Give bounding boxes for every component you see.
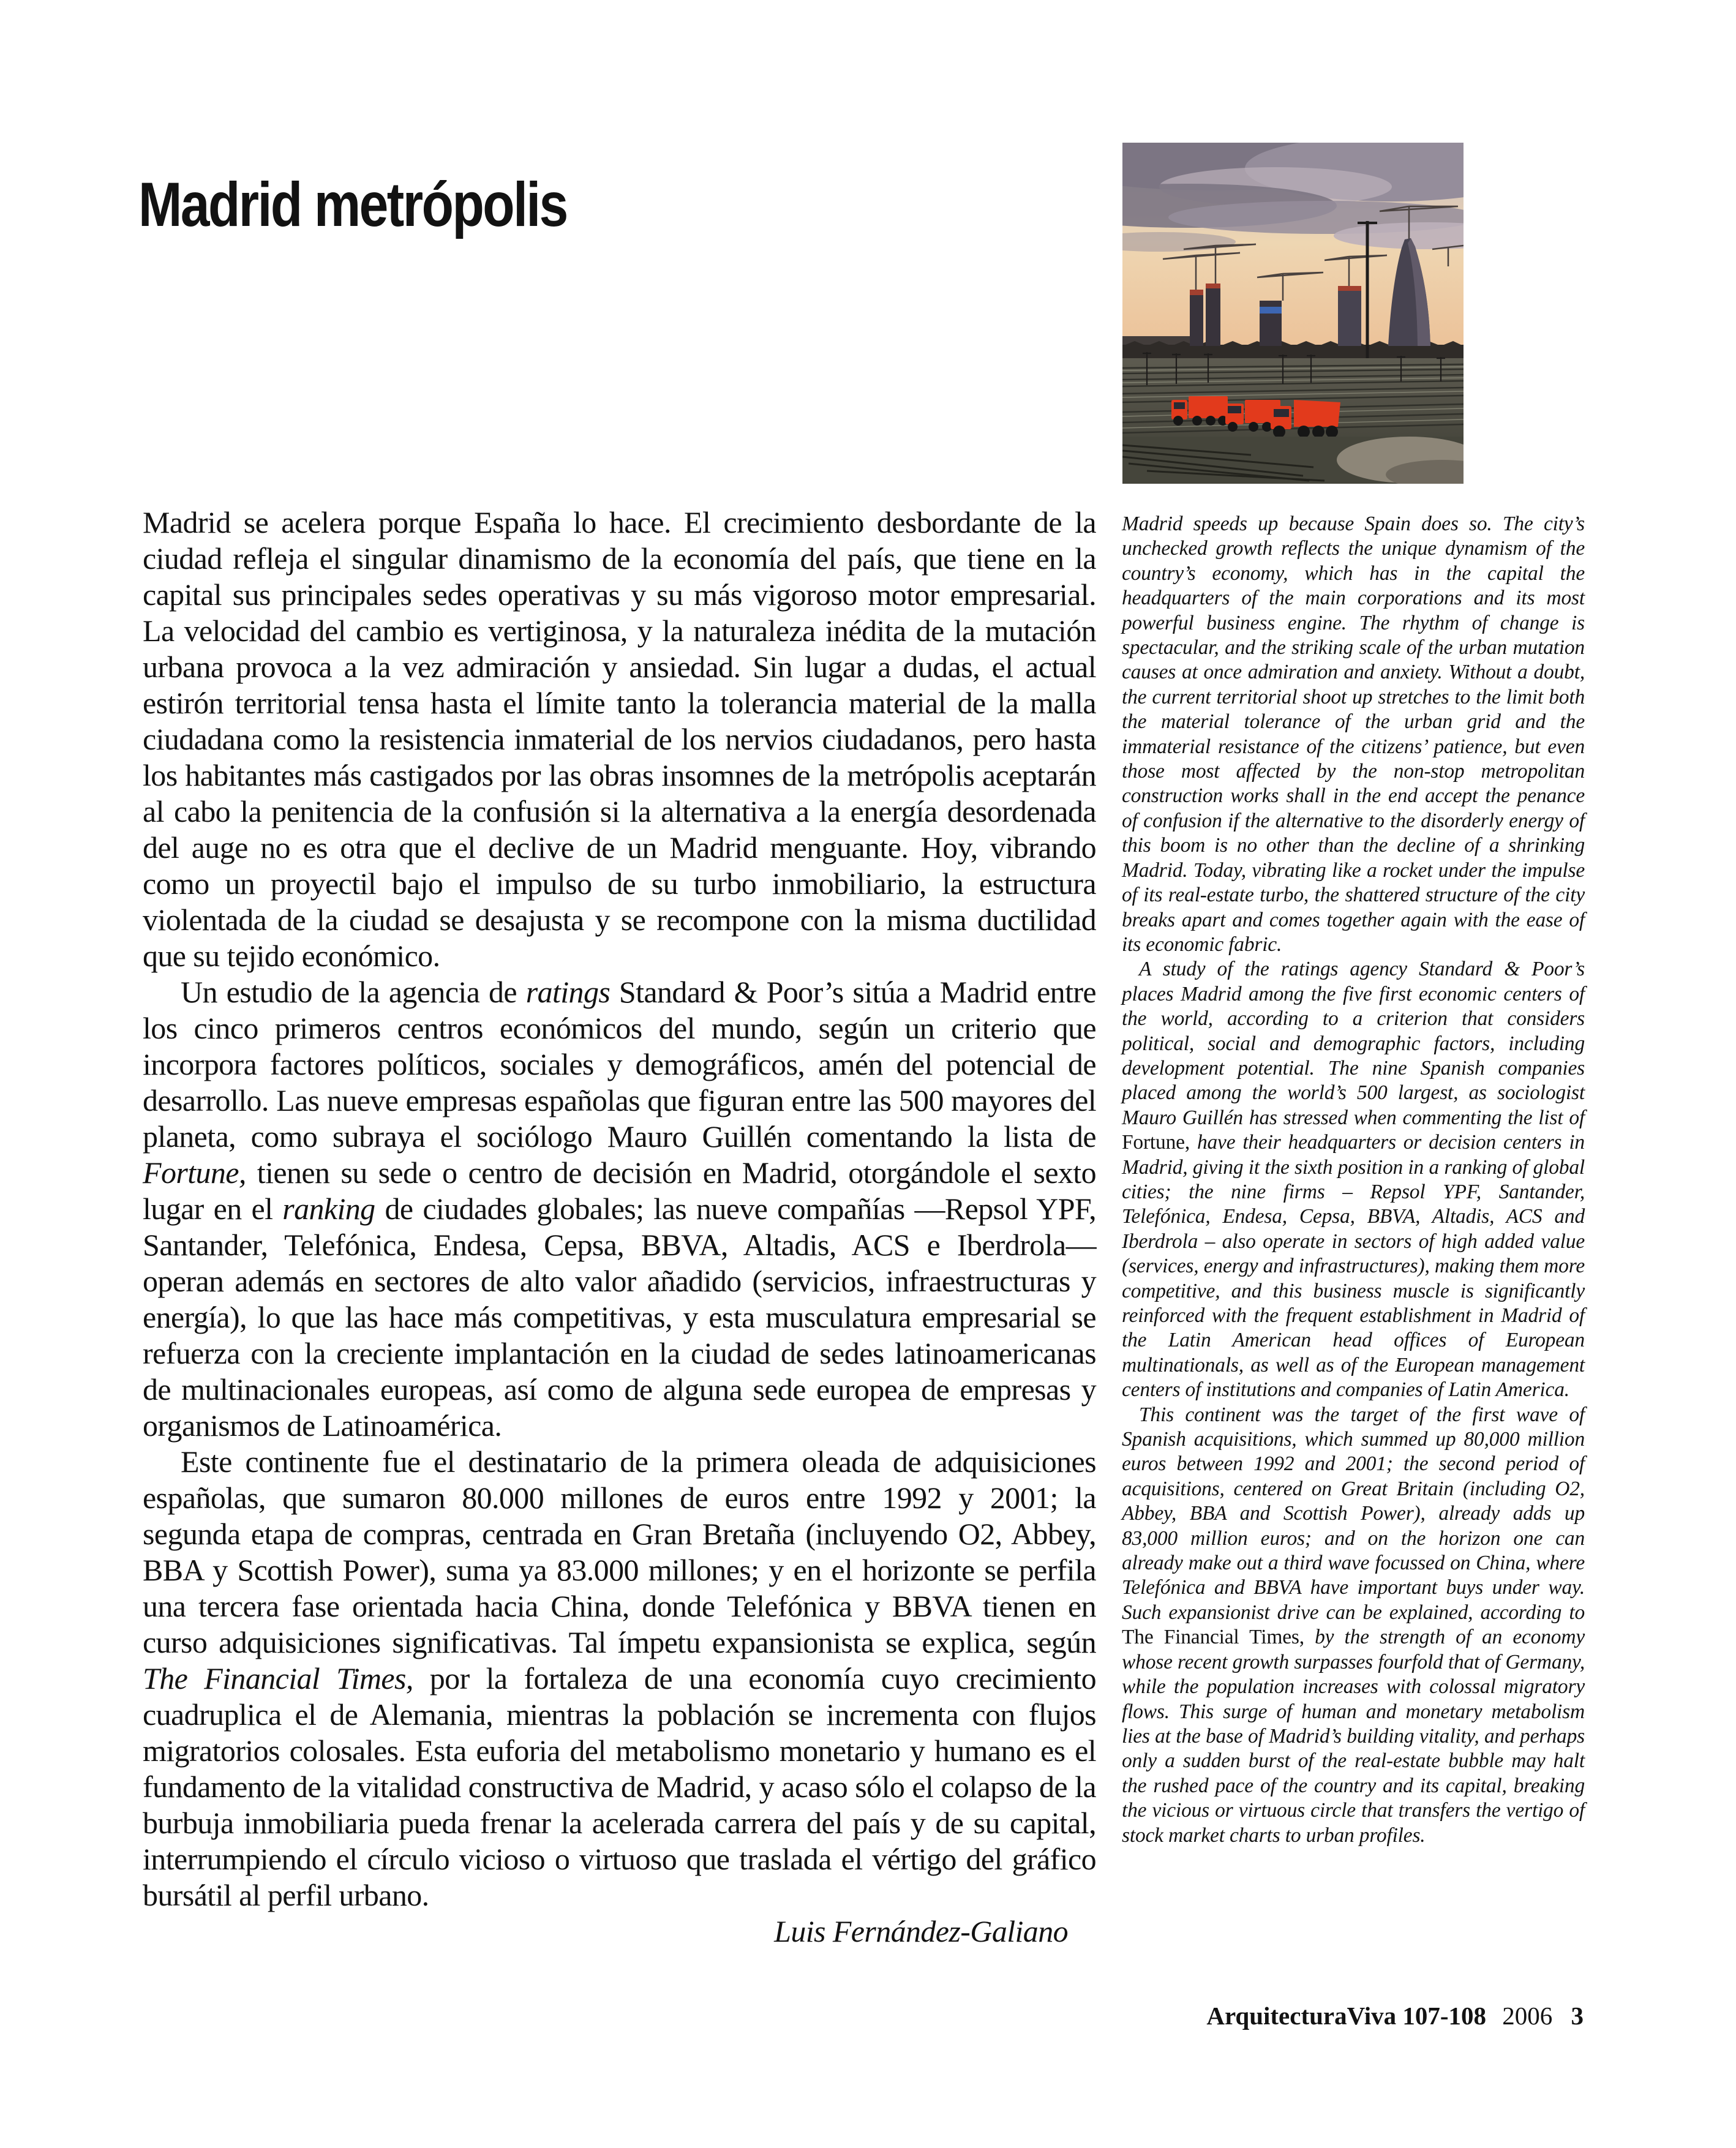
paragraph: A study of the ratings agency Standard & Poor’s places Madrid among the five first economic centers of the world, according to a criterion that considers political, social and demographic factors, including development potential. The nine Spanish companies placed among the world’s 500 largest, as sociologist Mauro Guillén has stressed when commenting the list of Fortune, have their headquarters or decision centers in Madrid, giving it the sixth position in a ranking of global cities; the nine firms – Repsol YPF, Santander, Telefónica, Endesa, Cepsa, BBVA, Altadis, ACS and Iberdrola – also operate in sectors of high added value (services, energy and infrastructures), making them more competitive, and this business muscle is significantly reinforced with the frequent establishment in Madrid of the Latin American head offices of European multinationals, as well as of the European management centers of institutions and companies of Latin America. bbox=[1122, 958, 1585, 1402]
tower-3 bbox=[1338, 286, 1361, 346]
page-number: 3 bbox=[1571, 2002, 1584, 2030]
issue-number: 107-108 bbox=[1402, 2002, 1486, 2030]
spanish-column bbox=[143, 505, 1096, 1950]
journal-name: ArquitecturaViva bbox=[1206, 2002, 1397, 2030]
paragraph: Un estudio de la agencia de ratings Standard & Poor’s sitúa a Madrid entre los cinco primeros centros económicos del mundo, según un criterio que incorpora factores políticos, sociales y demográficos, amén del potencial de desarrollo. Las nueve empresas españolas que figuran entre las 500 mayores del planeta, como subraya el sociólogo Mauro Guillén comentando la lista de Fortune, tienen su sede o centro de decisión en Madrid, otorgándole el sexto lugar en el ranking de ciudades globales; las nueve compañías —Repsol YPF, Santander, Telefónica, Endesa, Cepsa, BBVA, Altadis, ACS e Iberdrola— operan además en sectores de alto valor añadido (servicios, infraestructuras y energía), lo que las hace más competitivas, y esta musculatura empresarial se refuerza con la creciente implantación en la ciudad de sedes latinoamericanas de multinacionales europeas, así como de alguna sede europea de empresas y organismos de Latinoamérica. bbox=[143, 975, 1097, 1443]
construction-photo bbox=[1122, 143, 1464, 484]
tower-1a bbox=[1190, 290, 1203, 346]
paragraph: This continent was the target of the first wave of Spanish acquisitions, which summed up 80,000 million euros between 1992 and 2001; the second period of acquisitions, centered on Great Britain (including O2, Abbey, BBA and Scottish Power), already adds up 83,000 million euros; and on the horizon one can already make out a third wave focussed on China, where Telefónica and BBVA have important buys under way. Such expansionist drive can be explained, according to The Financial Times, by the strength of an economy whose recent growth surpasses fourfold that of Germany, while the population increases with colossal migratory flows. This surge of human and monetary metabolism lies at the base of Madrid’s building vitality, and perhaps only a sudden burst of the real-estate bubble may halt the rushed pace of the country and its capital, breaking the vicious or virtuous circle that transfers the vertigo of stock market charts to urban profiles. bbox=[1122, 1403, 1585, 1847]
paragraph: Madrid se acelera porque España lo hace. El crecimiento desbordante de la ciudad refleja el singular dinamismo de la economía del país, que tiene en la capital sus principales sedes operativas y su más vigoroso motor empresarial. La velocidad del cambio es vertiginosa, y la naturaleza inédita de la mutación urbana provoca a la vez admiración y ansiedad. Sin lugar a dudas, el actual estirón territorial tensa hasta el límite tanto la tolerancia material de la malla ciudadana como la resistencia inmaterial de los nervios ciudadanos, pero hasta los habitantes más castigados por las obras insomnes de la metrópolis aceptarán al cabo la penitencia de la confusión si la alternativa a la energía desordenada del auge no es otra que el declive de un Madrid menguante. Hoy, vibrando como un proyectil bajo el impulso de su turbo inmobiliario, la estructura violentada de la ciudad se desajusta y se recompone con la misma ductilidad que su tejido económico. bbox=[143, 505, 1096, 973]
page-footer bbox=[1206, 2001, 1584, 2030]
english-column bbox=[1122, 512, 1585, 1848]
page-title: Madrid metrópolis bbox=[138, 170, 567, 240]
paragraph: Madrid speeds up because Spain does so. The city’s unchecked growth reflects the unique dynamism of the country’s economy, which has in the capital the headquarters of the main corporations and its most powerful business engine. The rhythm of change is spectacular, and the striking scale of the urban mutation causes at once admiration and anxiety. Without a doubt, the current territorial shoot up stretches to the limit both the material tolerance of the urban grid and the immaterial resistance of the citizens’ patience, but even those most affected by the non-stop metropolitan construction works shall in the end accept the penance of confusion if the alternative to the disorderly energy of this boom is no other than the decline of a shrinking Madrid. Today, vibrating like a rocket under the impulse of its real-estate turbo, the shattered structure of the city breaks apart and comes together again with the ease of its economic fabric. bbox=[1122, 513, 1585, 956]
tower-1b bbox=[1206, 284, 1220, 346]
dump-truck-1 bbox=[1171, 396, 1228, 426]
issue-year: 2006 bbox=[1502, 2002, 1553, 2030]
author-signature: Luis Fernández-Galiano bbox=[774, 1914, 1068, 1948]
paragraph: Este continente fue el destinatario de la primera oleada de adquisiciones españolas, que sumaron 80.000 millones de euros entre 1992 y 2001; la segunda etapa de compras, centrada en Gran Bretaña (incluyendo O2, Abbey, BBA y Scottish Power), suma ya 83.000 millones; y en el horizonte se perfila una tercera fase orientada hacia China, donde Telefónica y BBVA tienen en curso adquisiciones significativas. Tal ímpetu expansionista se explica, según The Financial Times, por la fortaleza de una economía cuyo crecimiento cuadruplica el de Alemania, mientras la población se incrementa con flujos migratorios colosales. Esta euforia del metabolismo monetario y humano es el fundamento de la vitalidad constructiva de Madrid, y acaso sólo el colapso de la burbuja inmobiliaria pueda frenar la acelerada carrera del país y de su capital, interrumpiendo el círculo vicioso o virtuoso que traslada el vértigo del gráfico bursátil al perfil urbano. bbox=[143, 1444, 1097, 1912]
construction-banner bbox=[1260, 307, 1282, 314]
